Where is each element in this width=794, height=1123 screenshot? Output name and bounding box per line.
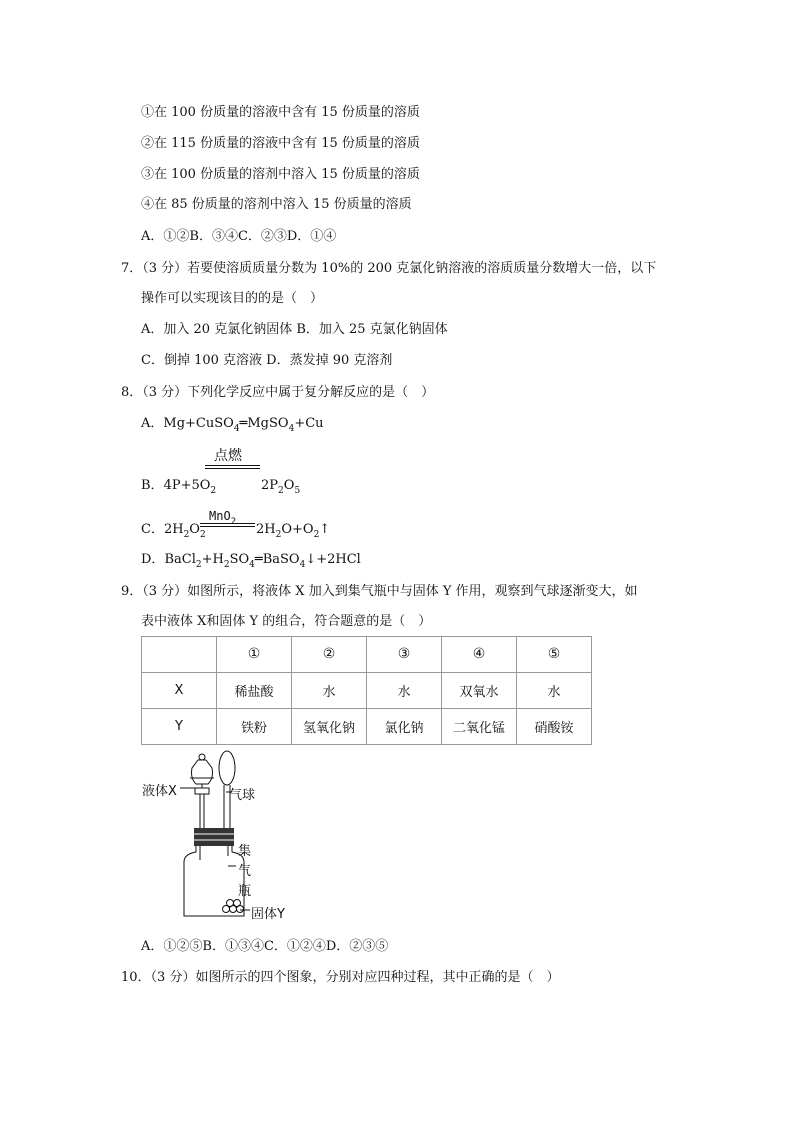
table-cell: 水 xyxy=(367,673,442,709)
q8-option-a: A．Mg+CuSO$_4$═MgSO$_4$+Cu xyxy=(141,416,324,434)
table-cell: X xyxy=(142,673,217,709)
q8-option-d-label: D． xyxy=(141,552,165,567)
q9-stem-line2: 表中液体 X和固体 Y 的组合，符合题意的是（ ） xyxy=(141,614,432,629)
q6-statement-2: ②在 115 份质量的溶液中含有 15 份质量的溶质 xyxy=(141,136,420,151)
table-row xyxy=(142,673,592,709)
table-header-cell: ⑤ xyxy=(517,637,592,673)
q8-c-catalyst: MnO$_2$ xyxy=(209,509,237,527)
table-header-cell: ② xyxy=(292,637,367,673)
funnel-stopcock xyxy=(195,788,209,794)
q6-answer-options: A．①②B．③④C．②③D．①④ xyxy=(141,229,337,244)
table-header-cell xyxy=(142,637,217,673)
table-row xyxy=(142,637,592,673)
q8-option-c: C．$2H_2O_2$ xyxy=(141,522,206,540)
table-cell: 氯化钠 xyxy=(367,709,442,745)
q7-options-ab: A．加入 20 克氯化钠固体 B．加入 25 克氯化钠固体 xyxy=(141,322,448,337)
bottle-stopper xyxy=(194,828,234,846)
q8-option-a-label: A． xyxy=(141,416,164,431)
q8-b-arrow-line-top xyxy=(205,465,260,466)
funnel-body xyxy=(192,760,213,784)
table-cell: 稀盐酸 xyxy=(217,673,292,709)
q10-stem: 10．（3 分）如图所示的四个图象，分别对应四种过程，其中正确的是（ ） xyxy=(121,970,560,985)
q8-option-b-label: B． xyxy=(141,478,164,493)
q8-c-arrow-line-bottom xyxy=(200,526,255,527)
label-bottle-1: 集 xyxy=(238,844,252,859)
label-liquid-x: 液体X xyxy=(142,784,177,799)
table-cell: 双氧水 xyxy=(442,673,517,709)
table-cell: 氢氧化钠 xyxy=(292,709,367,745)
funnel-stopper xyxy=(199,754,205,760)
q8-c-catalyst-text: MnO xyxy=(209,509,231,523)
q6-statement-1: ①在 100 份质量的溶液中含有 15 份质量的溶质 xyxy=(141,105,420,120)
q9-table xyxy=(141,636,592,745)
q8-option-c-label: C． xyxy=(141,522,164,537)
label-bottle-3: 瓶 xyxy=(238,884,252,899)
table-cell: 水 xyxy=(517,673,592,709)
table-header-cell: ① xyxy=(217,637,292,673)
q8-option-c-products: $2H_2O+O_2↑$ xyxy=(256,522,331,540)
q8-option-d: D．$BaCl_2+H_2SO_4═BaSO_4↓+2HCl$ xyxy=(141,552,361,570)
q8-b-arrow-line-bottom xyxy=(205,468,260,469)
solid-particle xyxy=(234,900,241,907)
q7-options-cd: C．倒掉 100 克溶液 D．蒸发掉 90 克溶剂 xyxy=(141,353,393,368)
q7-stem-line2: 操作可以实现该目的的是（ ） xyxy=(141,291,324,306)
table-header-cell: ④ xyxy=(442,637,517,673)
solid-particle xyxy=(227,900,234,907)
table-cell: 硝酸铵 xyxy=(517,709,592,745)
label-balloon: 气球 xyxy=(229,788,256,803)
label-bottle-2: 气 xyxy=(238,864,252,879)
q8-option-b: B．$4P+5O_2$ xyxy=(141,478,217,496)
q8-option-b-product: $2P_2O_5$ xyxy=(261,478,301,496)
q8-b-condition: 点燃 xyxy=(214,448,242,464)
q9-apparatus-figure xyxy=(140,748,300,928)
q6-statement-4: ④在 85 份质量的溶剂中溶入 15 份质量的溶质 xyxy=(141,197,412,212)
label-solid-y: 固体Y xyxy=(251,907,285,922)
table-cell: Y xyxy=(142,709,217,745)
q8-stem: 8．（3 分）下列化学反应中属于复分解反应的是（ ） xyxy=(121,385,435,400)
q6-statement-3: ③在 100 份质量的溶剂中溶入 15 份质量的溶质 xyxy=(141,167,420,182)
q7-stem-line1: 7．（3 分）若要使溶质质量分数为 10%的 200 克氯化钠溶液的溶质质量分数增大一倍，以下 xyxy=(121,261,657,276)
table-cell: 二氧化锰 xyxy=(442,709,517,745)
table-cell: 铁粉 xyxy=(217,709,292,745)
balloon-shape xyxy=(219,751,235,785)
q8-c-arrow-line-top xyxy=(200,523,255,524)
table-header-cell: ③ xyxy=(367,637,442,673)
q9-answer-options: A．①②⑤B．①③④C．①②④D．②③⑤ xyxy=(141,939,389,954)
table-row xyxy=(142,709,592,745)
q9-stem-line1: 9．（3 分）如图所示，将液体 X 加入到集气瓶中与固体 Y 作用，观察到气球逐渐变大，如 xyxy=(121,584,638,599)
table-cell: 水 xyxy=(292,673,367,709)
